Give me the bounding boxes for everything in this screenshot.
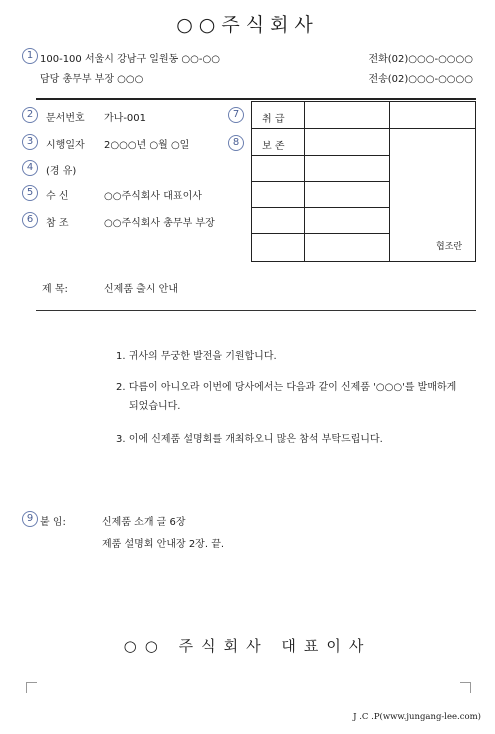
handling-label: 취 급: [262, 114, 285, 125]
grid-line: [251, 128, 476, 129]
document-title: ○○주식회사: [176, 14, 319, 36]
marker-2: 2: [22, 107, 38, 123]
marker-3: 3: [22, 134, 38, 150]
marker-8: 8: [228, 135, 244, 151]
retention-label: 보 존: [262, 141, 285, 152]
header-divider: [36, 98, 476, 100]
footer-credit: J .C .P(www.jungang-lee.com): [353, 712, 481, 722]
phone-number: 전화(02)○○○-○○○○: [368, 54, 473, 65]
grid-line: [251, 181, 389, 182]
grid-line: [389, 101, 390, 262]
field-label: 참 조: [46, 218, 69, 229]
grid-line: [251, 155, 389, 156]
marker-1: 1: [22, 48, 38, 64]
subject-label: 제 목:: [42, 284, 68, 295]
field-value: 2○○○년 ○월 ○일: [104, 140, 190, 151]
field-value: ○○주식회사 대표이사: [104, 191, 202, 202]
field-label: 수 신: [46, 191, 69, 202]
body-line-1: 1. 귀사의 무궁한 발전을 기원합니다.: [116, 351, 277, 362]
attachment-item-1: 신제품 소개 글 6장: [102, 517, 186, 528]
marker-9: 9: [22, 511, 38, 527]
attachment-item-2: 제품 설명회 안내장 2장. 끝.: [102, 539, 225, 550]
field-label: 문서번호: [46, 113, 85, 124]
marker-6: 6: [22, 212, 38, 228]
manager-line: 담당 총무부 부장 ○○○: [40, 74, 144, 85]
subject-value: 신제품 출시 안내: [104, 284, 178, 295]
grid-line: [251, 233, 389, 234]
body-line-2-cont: 되었습니다.: [129, 401, 181, 412]
grid-line: [251, 207, 389, 208]
sender-signature: ○○ 주식회사 대표이사: [123, 637, 372, 655]
corner-mark-right: [460, 682, 471, 693]
field-label: (경 유): [46, 166, 77, 177]
body-line-2: 2. 다름이 아니오라 이번에 당사에서는 다음과 같이 신제품 '○○○'를 발매하게: [116, 382, 457, 393]
fax-number: 전송(02)○○○-○○○○: [368, 74, 473, 85]
marker-7: 7: [228, 107, 244, 123]
subject-divider: [36, 310, 476, 311]
corner-mark-left: [26, 682, 37, 693]
field-value: ○○주식회사 총무부 부장: [104, 218, 215, 229]
marker-5: 5: [22, 185, 38, 201]
field-label: 시행일자: [46, 140, 85, 151]
cooperation-label: 협조란: [436, 242, 463, 252]
body-line-3: 3. 이에 신제품 설명회를 개최하오니 많은 참석 부탁드립니다.: [116, 434, 383, 445]
marker-4: 4: [22, 160, 38, 176]
attachment-label: 붙 임:: [40, 517, 66, 528]
company-address: 100-100 서울시 강남구 일원동 ○○-○○: [40, 54, 220, 65]
field-value: 가나-001: [104, 113, 147, 124]
